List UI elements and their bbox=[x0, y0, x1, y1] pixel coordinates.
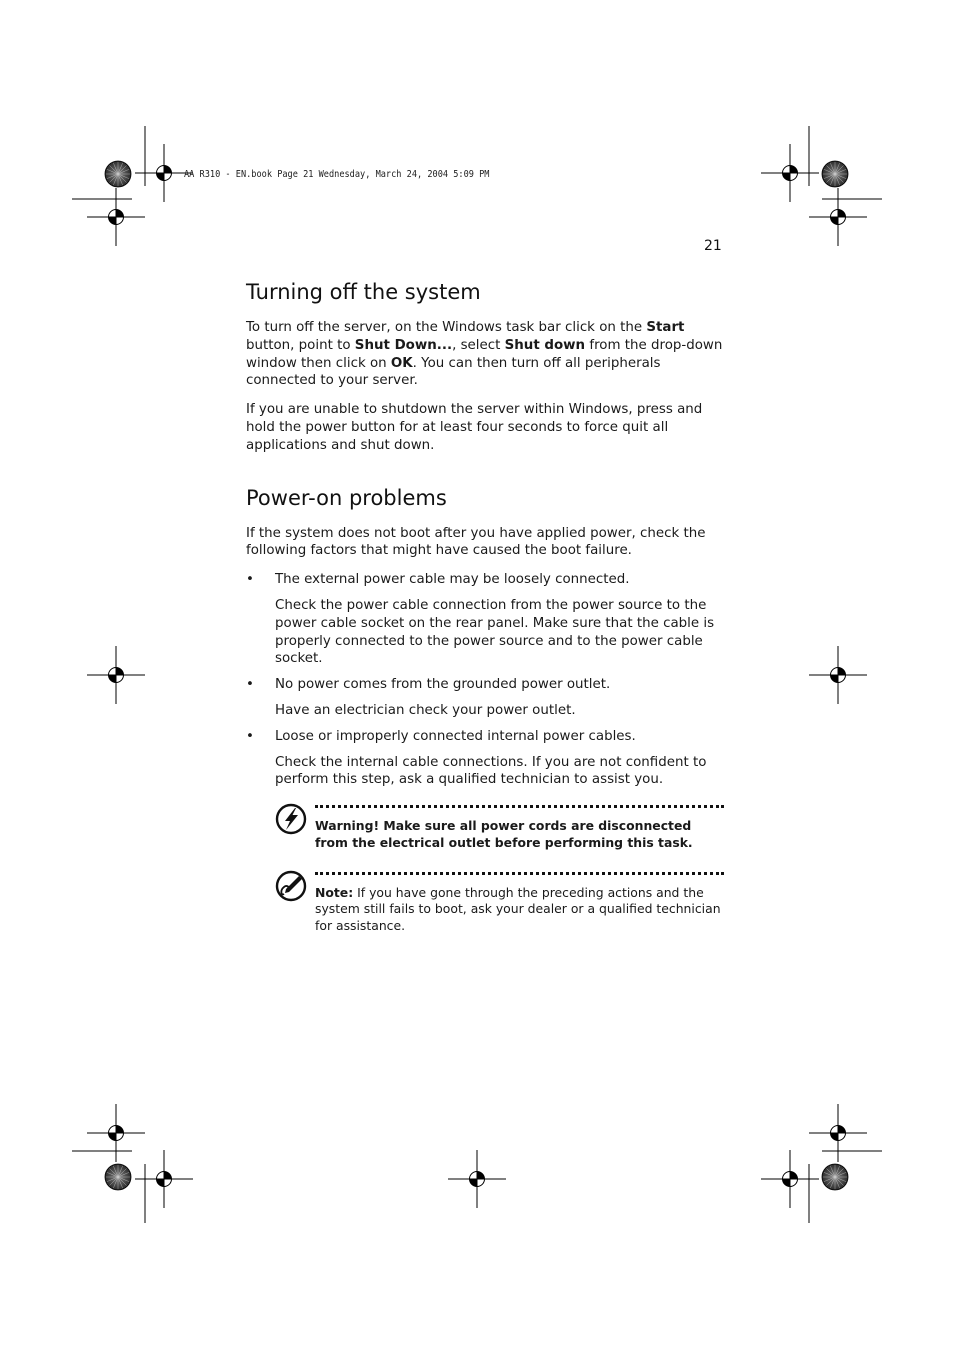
bold-shut-down-option: Shut down bbox=[504, 337, 586, 353]
dotted-divider bbox=[315, 872, 724, 875]
lightning-warning-icon bbox=[275, 803, 307, 835]
bold-start: Start bbox=[646, 320, 685, 335]
print-header: AA R310 - EN.book Page 21 Wednesday, March 24, 2004 5:09 PM bbox=[184, 169, 490, 180]
note-body: If you have gone through the preceding actions and the system still fails to boot, ask your dealer or a qualified technician for assistance. bbox=[315, 884, 721, 933]
list-item-title: No power comes from the grounded power outlet. bbox=[275, 677, 611, 693]
list-item bbox=[246, 728, 724, 789]
shutdown-instructions bbox=[246, 319, 724, 390]
bold-shut-down-menu: Shut Down... bbox=[354, 337, 453, 353]
text-run: from the drop-down window then click on bbox=[246, 337, 723, 371]
note-label: Note: bbox=[315, 884, 354, 900]
text-run: To turn off the server, on the Windows task bar click on the bbox=[246, 320, 647, 335]
warning-text: Warning! Make sure all power cords are disconnected from the electrical outlet before performing this task. bbox=[315, 818, 693, 850]
list-item-title: The external power cable may be loosely connected. bbox=[275, 572, 630, 588]
bullet-dot: • bbox=[246, 572, 254, 588]
text-run: . You can then turn off all peripherals connected to your server. bbox=[246, 355, 661, 389]
warning-callout bbox=[275, 805, 724, 851]
section-heading-power-on: Power-on problems bbox=[246, 485, 447, 510]
dotted-divider bbox=[315, 805, 724, 808]
list-item-detail: Have an electrician check your power outlet. bbox=[275, 702, 576, 718]
list-item-detail: Check the internal cable connections. If you are not confident to perform this step, ask a qualified technician to assist you. bbox=[275, 754, 707, 788]
list-item-title: Loose or improperly connected internal power cables. bbox=[275, 728, 636, 744]
force-shutdown-paragraph: If you are unable to shutdown the server within Windows, press and hold the power button for at least four seconds to force quit all applications and shut down. bbox=[246, 402, 703, 453]
text-run: button, point to bbox=[246, 337, 355, 353]
page-number: 21 bbox=[704, 238, 722, 254]
list-item-detail: Check the power cable connection from the power source to the power cable socket on the rear panel. Make sure that the cable is properly connected to the power source and to the power cable socket. bbox=[275, 597, 715, 667]
pencil-note-icon bbox=[275, 870, 307, 902]
text-run: , select bbox=[452, 337, 505, 353]
note-callout bbox=[275, 872, 724, 934]
boot-failure-factors bbox=[246, 571, 724, 789]
bullet-dot: • bbox=[246, 728, 254, 744]
bold-ok: OK bbox=[390, 355, 413, 371]
power-on-intro: If the system does not boot after you have applied power, check the following factors that might have caused the boot failure. bbox=[246, 525, 706, 559]
list-item bbox=[246, 571, 724, 668]
page-content bbox=[246, 278, 724, 934]
bullet-dot: • bbox=[246, 677, 254, 693]
note-text bbox=[315, 885, 724, 934]
list-item bbox=[246, 676, 724, 720]
section-heading-turning-off: Turning off the system bbox=[246, 280, 481, 304]
